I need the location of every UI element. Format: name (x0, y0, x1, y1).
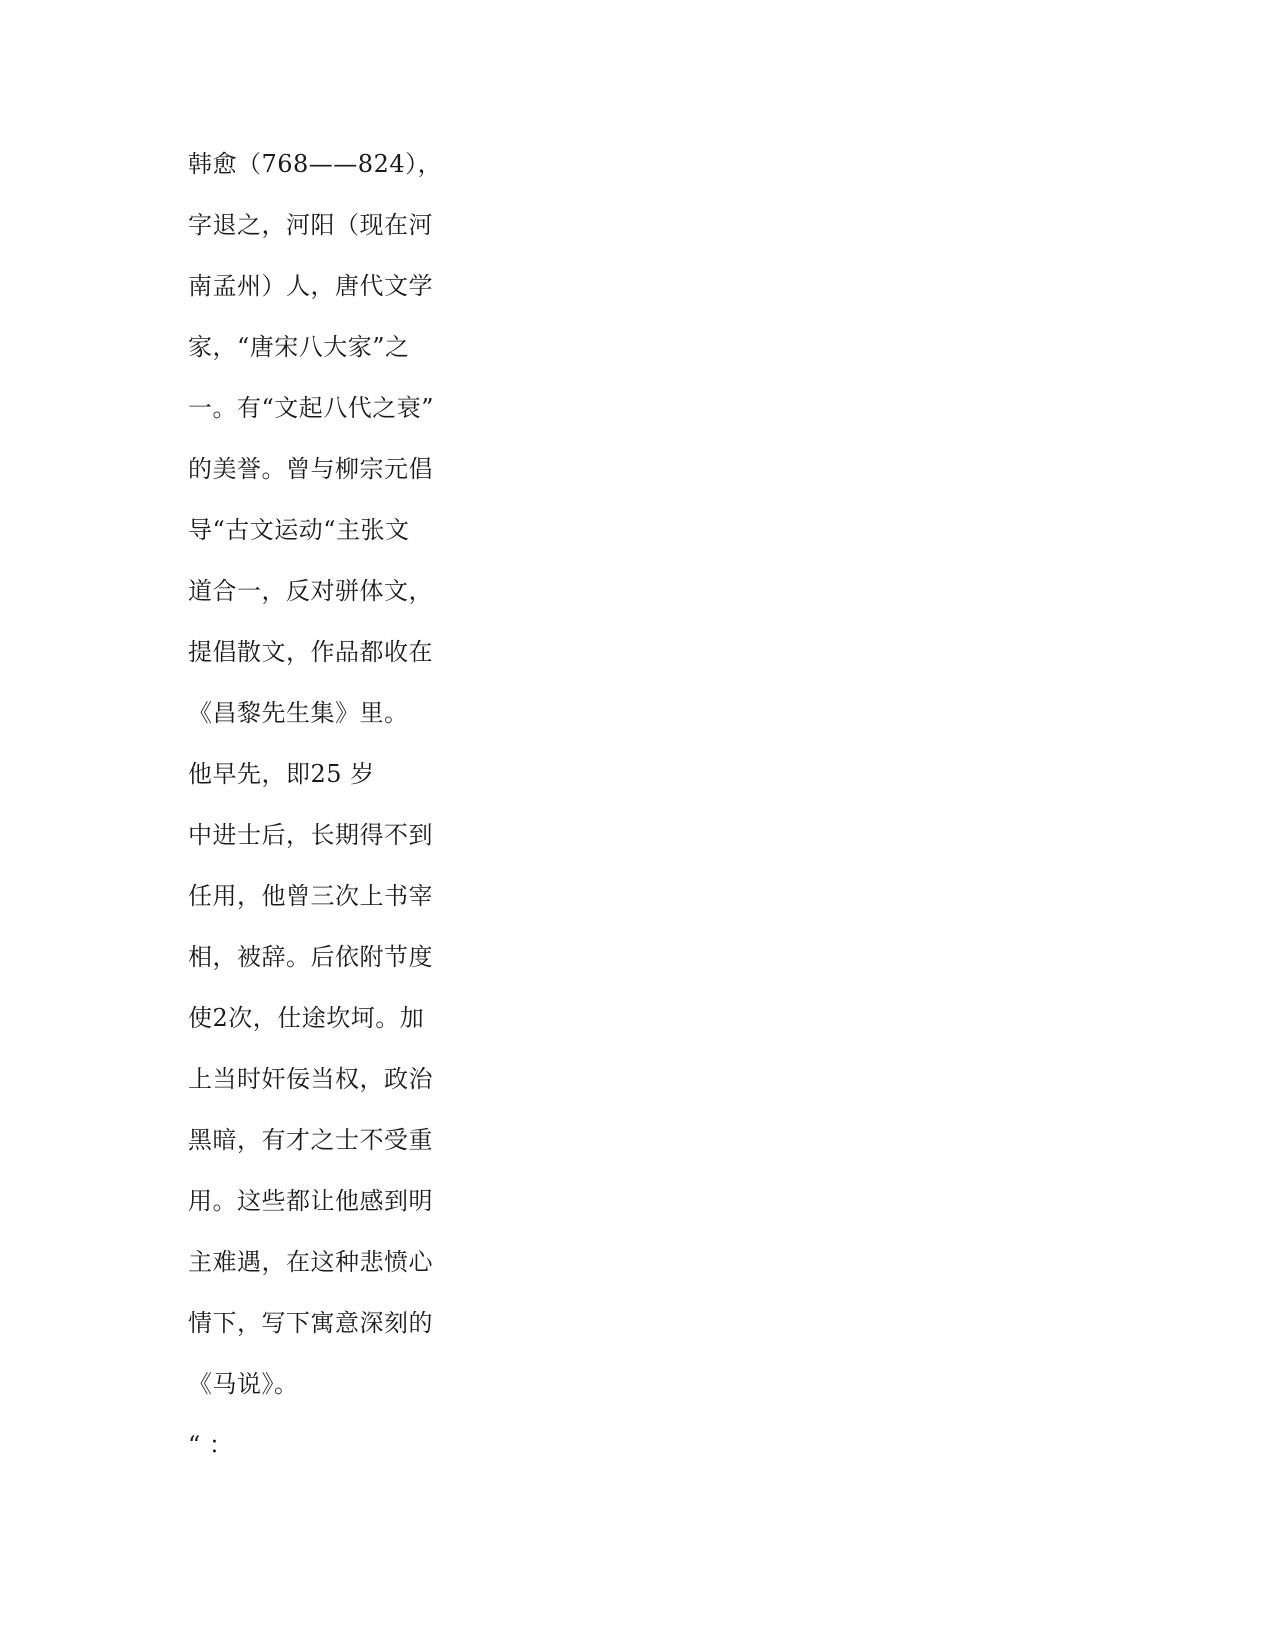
text-line-7: 导“古文运动“主张文 (188, 516, 410, 544)
text-line-17: 黑暗，有才之士不受重 (188, 1126, 433, 1154)
text-line-8: 道合一，反对骈体文， (188, 577, 433, 605)
text-line-20: 情下，写下寓意深刻的 (188, 1309, 433, 1337)
text-line-9: 提倡散文，作品都收在 (188, 638, 433, 666)
body-text (188, 146, 448, 1488)
text-line-16: 上当时奸佞当权，政治 (188, 1065, 433, 1093)
text-line-6: 的美誉。曾与柳宗元倡 (188, 455, 433, 483)
text-line-18: 用。这些都让他感到明 (188, 1187, 433, 1215)
text-line-21: 《马说》。 (188, 1370, 299, 1398)
text-line-10: 《昌黎先生集》里。 (188, 699, 409, 727)
text-line-22: “ ： (188, 1431, 234, 1459)
text-line-19: 主难遇，在这种悲愤心 (188, 1248, 433, 1276)
text-line-3: 南孟州）人，唐代文学 (188, 272, 433, 300)
text-line-5: 一。有“文起八代之衰” (188, 394, 435, 422)
text-line-14: 相，被辞。后依附节度 (188, 943, 433, 971)
text-line-2: 字退之，河阳（现在河 (188, 211, 433, 239)
text-line-11: 他早先，即25 岁 (188, 760, 375, 788)
text-line-12: 中进士后，长期得不到 (188, 821, 433, 849)
text-line-13: 任用，他曾三次上书宰 (188, 882, 433, 910)
text-line-4: 家，“唐宋八大家”之 (188, 333, 410, 361)
text-line-15: 使2次，仕途坎坷。加 (188, 1004, 425, 1032)
text-line-1: 韩愈（768——824）， (188, 150, 443, 178)
